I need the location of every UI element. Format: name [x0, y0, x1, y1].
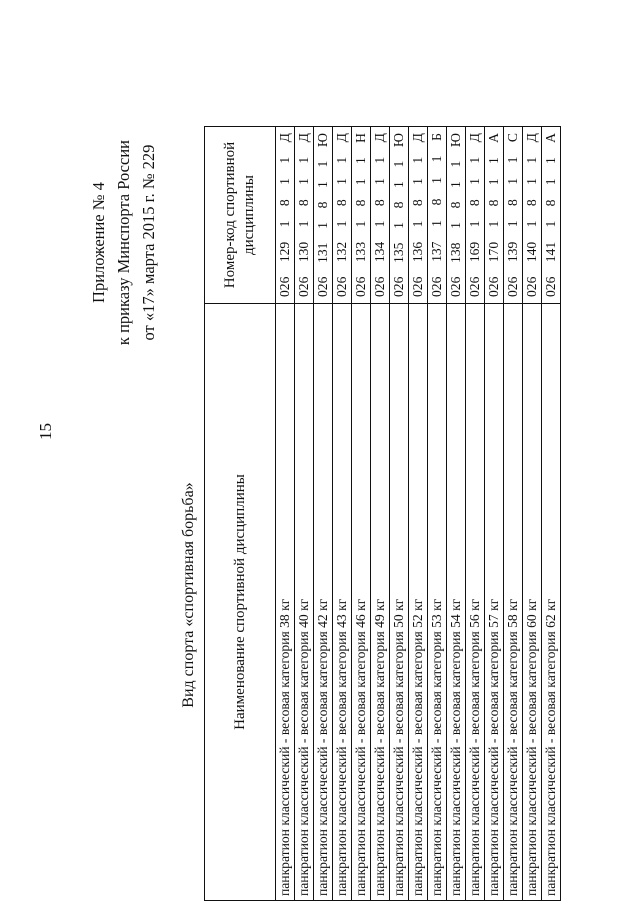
table-body — [276, 127, 561, 901]
code-part: 1 — [467, 178, 482, 185]
discipline-code — [276, 127, 295, 304]
code-part: 8 — [353, 199, 368, 207]
code-part: 1 — [391, 222, 406, 229]
code-part: 133 — [353, 241, 368, 263]
code-part: 1 — [410, 156, 425, 164]
code-part: Б — [429, 133, 444, 141]
code-part: 1 — [353, 178, 368, 186]
code-part: 130 — [296, 241, 311, 263]
discipline-name: панкратион классический - весовая категория 38 кг — [276, 304, 295, 901]
code-part: С — [505, 133, 520, 143]
code-part: 8 — [277, 199, 292, 207]
code-part: 138 — [448, 242, 463, 263]
code-part: 1 — [391, 160, 406, 168]
code-part: Д — [524, 133, 539, 143]
code-part: 8 — [372, 199, 387, 207]
disciplines-table — [204, 126, 561, 901]
discipline-name: панкратион классический - весовая категория 60 кг — [523, 304, 542, 901]
discipline-code — [333, 127, 352, 304]
table-row — [409, 127, 428, 901]
code-part: 1 — [486, 157, 501, 165]
discipline-name: панкратион классический - весовая категория 62 кг — [542, 304, 561, 901]
code-part: 135 — [391, 242, 406, 263]
discipline-code — [371, 127, 390, 304]
discipline-code — [485, 127, 504, 304]
code-part: 8 — [296, 199, 311, 207]
table-row — [295, 127, 314, 901]
discipline-name: панкратион классический - весовая категория 57 кг — [485, 304, 504, 901]
table-row — [352, 127, 371, 901]
discipline-code — [523, 127, 542, 304]
code-part: 026 — [315, 276, 330, 297]
code-part: 170 — [486, 241, 501, 263]
code-part: 1 — [334, 220, 349, 228]
code-part: 1 — [448, 222, 463, 229]
code-part: 026 — [467, 276, 482, 297]
code-part: 1 — [524, 178, 539, 185]
code-part: 1 — [543, 178, 558, 186]
column-header-code: Номер-код спортивной дисциплины — [205, 127, 276, 304]
sport-title: Вид спорта «спортивная борьба» — [180, 482, 197, 708]
code-part: 8 — [448, 201, 463, 209]
code-part: 026 — [296, 276, 311, 297]
discipline-name: панкратион классический - весовая категория 42 кг — [314, 304, 333, 901]
code-part: 1 — [372, 178, 387, 185]
discipline-code — [295, 127, 314, 304]
code-part: 026 — [543, 276, 558, 297]
discipline-name: панкратион классический - весовая категория 53 кг — [428, 304, 447, 901]
code-part: 1 — [372, 156, 387, 164]
table-row — [371, 127, 390, 901]
order-date: от «17» марта 2015 г. № 229 — [139, 144, 158, 341]
code-part: 8 — [410, 199, 425, 207]
discipline-code — [390, 127, 409, 304]
code-part: 1 — [372, 220, 387, 228]
code-part: 1 — [296, 220, 311, 228]
table-header-row — [205, 127, 276, 901]
code-part: 131 — [315, 242, 330, 263]
code-part: 1 — [543, 220, 558, 228]
table-row — [485, 127, 504, 901]
table-row — [314, 127, 333, 901]
code-part: Д — [296, 133, 311, 143]
code-part: А — [486, 133, 501, 143]
code-part: 026 — [486, 276, 501, 297]
table-row — [504, 127, 523, 901]
code-part: 8 — [429, 198, 444, 206]
code-part: 1 — [429, 177, 444, 184]
discipline-code — [504, 127, 523, 304]
code-part: 026 — [277, 276, 292, 297]
code-part: 140 — [524, 241, 539, 263]
code-part: 1 — [277, 178, 292, 185]
code-part: 026 — [391, 276, 406, 297]
discipline-code — [447, 127, 466, 304]
code-part: 1 — [448, 181, 463, 188]
code-part: 1 — [410, 178, 425, 185]
code-part: 1 — [524, 156, 539, 164]
code-part: 137 — [429, 241, 444, 262]
code-part: 8 — [391, 201, 406, 209]
discipline-name: панкратион классический - весовая категория 49 кг — [371, 304, 390, 901]
code-part: 026 — [334, 276, 349, 297]
discipline-name: панкратион классический - весовая категория 50 кг — [390, 304, 409, 901]
table-row — [390, 127, 409, 901]
code-part: 136 — [410, 241, 425, 263]
page-number: 15 — [36, 423, 55, 440]
code-part: 1 — [277, 220, 292, 228]
code-part: 026 — [372, 276, 387, 297]
discipline-code — [314, 127, 333, 304]
code-part: 1 — [353, 157, 368, 165]
code-part: 1 — [410, 220, 425, 228]
code-part: 1 — [296, 156, 311, 164]
table-row — [466, 127, 485, 901]
discipline-code — [352, 127, 371, 304]
discipline-code — [428, 127, 447, 304]
code-part: 1 — [296, 178, 311, 185]
discipline-name: панкратион классический - весовая категория 46 кг — [352, 304, 371, 901]
table-row — [276, 127, 295, 901]
code-part: 026 — [448, 276, 463, 297]
code-part: 8 — [315, 201, 330, 209]
discipline-name: панкратион классический - весовая категория 56 кг — [466, 304, 485, 901]
table-row — [333, 127, 352, 901]
code-part: А — [543, 133, 558, 143]
discipline-name: панкратион классический - весовая категория 54 кг — [447, 304, 466, 901]
code-part: Д — [467, 133, 482, 143]
code-part: 1 — [448, 160, 463, 168]
code-part: 1 — [524, 220, 539, 228]
code-part: Ю — [391, 133, 406, 147]
column-header-name: Наименование спортивной дисциплины — [205, 304, 276, 901]
code-part: 1 — [391, 181, 406, 188]
code-part: 1 — [315, 181, 330, 188]
code-part: 1 — [315, 222, 330, 229]
code-part: Д — [410, 133, 425, 143]
code-part: 026 — [505, 276, 520, 297]
discipline-code — [466, 127, 485, 304]
code-part: 1 — [353, 220, 368, 228]
table-row — [542, 127, 561, 901]
document-header — [86, 140, 161, 345]
table-row — [523, 127, 542, 901]
rotated-page-content — [60, 0, 640, 905]
code-part: 026 — [410, 276, 425, 297]
code-part: 1 — [334, 156, 349, 164]
code-part: 026 — [429, 276, 444, 297]
discipline-name: панкратион классический - весовая категория 40 кг — [295, 304, 314, 901]
code-part: Д — [334, 133, 349, 143]
code-part: Ю — [315, 133, 330, 147]
code-part: 169 — [467, 241, 482, 263]
code-part: 1 — [429, 155, 444, 163]
code-part: 1 — [467, 156, 482, 164]
code-part: 141 — [543, 241, 558, 263]
code-part: 8 — [334, 199, 349, 207]
code-part: 134 — [372, 241, 387, 263]
code-part: 1 — [505, 177, 520, 185]
code-part: 1 — [543, 157, 558, 165]
code-part: 026 — [353, 276, 368, 297]
code-part: 1 — [334, 178, 349, 185]
code-part: 8 — [467, 199, 482, 207]
code-part: 8 — [505, 199, 520, 206]
code-part: 139 — [505, 241, 520, 263]
code-part: 1 — [505, 156, 520, 164]
code-part: 1 — [505, 220, 520, 228]
discipline-code — [542, 127, 561, 304]
table-row — [428, 127, 447, 901]
code-part: 8 — [524, 199, 539, 207]
code-part: 1 — [486, 220, 501, 228]
code-part: Д — [277, 133, 292, 143]
discipline-name: панкратион классический - весовая категория 43 кг — [333, 304, 352, 901]
code-part: Ю — [448, 133, 463, 147]
code-part: 132 — [334, 241, 349, 263]
code-part: 8 — [543, 199, 558, 207]
table-row — [447, 127, 466, 901]
code-part: 1 — [315, 160, 330, 168]
discipline-name: панкратион классический - весовая категория 52 кг — [409, 304, 428, 901]
code-part: Д — [372, 133, 387, 143]
code-part: 129 — [277, 241, 292, 263]
discipline-code — [409, 127, 428, 304]
discipline-name: панкратион классический - весовая категория 58 кг — [504, 304, 523, 901]
code-part: 1 — [486, 178, 501, 186]
code-part: 026 — [524, 276, 539, 297]
code-part: 1 — [467, 220, 482, 228]
code-part: Н — [353, 133, 368, 143]
appendix-label: Приложение № 4 — [89, 182, 108, 303]
code-part: 8 — [486, 199, 501, 207]
order-reference: к приказу Минспорта России — [114, 140, 133, 346]
code-part: 1 — [429, 220, 444, 227]
code-part: 1 — [277, 156, 292, 164]
